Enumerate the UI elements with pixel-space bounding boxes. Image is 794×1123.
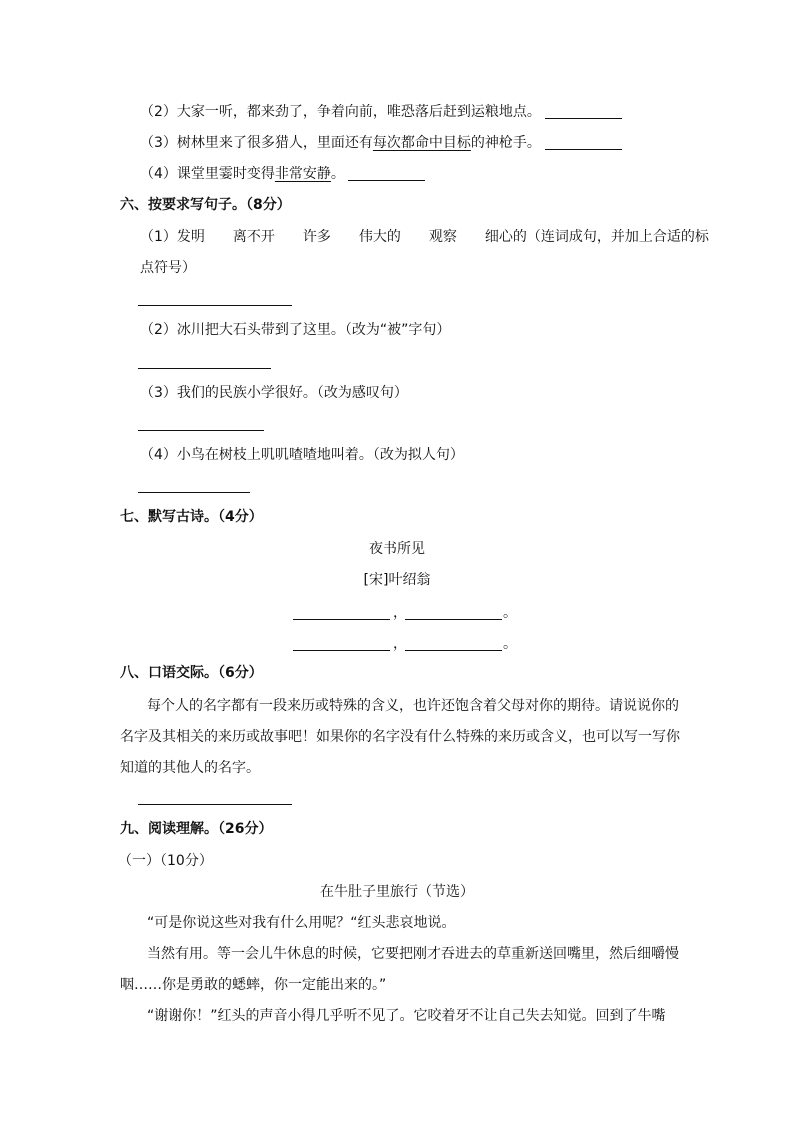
poem-blank[interactable] bbox=[293, 619, 390, 620]
sec6-item3: （3）我们的民族小学很好。（改为感叹句） bbox=[140, 385, 408, 401]
sec6-item1-line1: （1）发明 离不开 许多 伟大的 观察 细心的（连词成句，并加上合适的标 bbox=[140, 229, 709, 245]
passage-p1: “可是你说这些对我有什么用呢？“红头悲哀地说。 bbox=[147, 915, 456, 931]
sec6-item2: （2）冰川把大石头带到了这里。（改为“被”字句） bbox=[140, 322, 451, 338]
answer-blank[interactable] bbox=[138, 430, 264, 431]
sec5-item2: （2）大家一听，都来劲了，争着向前，唯恐落后赶到运粮地点。 bbox=[140, 104, 541, 120]
passage-title: 在牛肚子里旅行（节选） bbox=[320, 884, 474, 900]
answer-blank[interactable] bbox=[138, 305, 292, 306]
section-6-title: 六、按要求写句子。（8分） bbox=[120, 197, 291, 213]
section-7-title: 七、默写古诗。（4分） bbox=[120, 509, 263, 525]
poem-blank[interactable] bbox=[405, 650, 502, 651]
period-mark: 。 bbox=[503, 636, 517, 652]
answer-blank[interactable] bbox=[138, 804, 292, 805]
sec5-item4-suffix: 。 bbox=[330, 166, 345, 182]
poem-title: 夜书所见 bbox=[369, 541, 425, 557]
poem-author: [宋]叶绍翁 bbox=[363, 572, 431, 588]
passage-p2-line1: 当然有用。等一会儿牛休息的时候，它要把刚才吞进去的草重新送回嘴里，然后细嚼慢 bbox=[147, 946, 679, 962]
sec5-item4-prefix: （4）课堂里霎时变得 bbox=[140, 166, 275, 182]
sec9-subsection: （一）（10分） bbox=[118, 853, 213, 869]
comma-mark: ， bbox=[393, 636, 407, 652]
section-8-title: 八、口语交际。（6分） bbox=[120, 665, 263, 681]
poem-blank[interactable] bbox=[405, 619, 502, 620]
sec8-para-line1: 每个人的名字都有一段来历或特殊的含义，也许还饱含着父母对你的期待。请说说你的 bbox=[147, 698, 679, 714]
answer-blank[interactable] bbox=[545, 149, 622, 150]
answer-blank[interactable] bbox=[138, 368, 271, 369]
passage-p2-line2: 咽……你是勇敢的蟋蟀，你一定能出来的。” bbox=[120, 977, 387, 993]
passage-p3-line1: “谢谢你！”红头的声音小得几乎听不见了。它咬着牙不让自己失去知觉。回到了牛嘴 bbox=[147, 1008, 666, 1024]
answer-blank[interactable] bbox=[348, 180, 425, 181]
period-mark: 。 bbox=[503, 605, 517, 621]
sec5-item3-suffix: 的神枪手。 bbox=[470, 135, 541, 151]
sec5-item3 bbox=[140, 133, 541, 153]
underlined-phrase: 每次都命中目标 bbox=[372, 135, 471, 151]
answer-blank[interactable] bbox=[545, 118, 622, 119]
sec5-item3-prefix: （3）树林里来了很多猎人，里面还有 bbox=[140, 135, 373, 151]
sec6-item1-line2: 点符号） bbox=[140, 260, 196, 276]
sec5-item4 bbox=[140, 164, 345, 184]
comma-mark: ， bbox=[393, 605, 407, 621]
underlined-phrase: 非常安静 bbox=[274, 166, 331, 182]
sec8-para-line3: 知道的其他人的名字。 bbox=[120, 760, 260, 776]
answer-blank[interactable] bbox=[138, 492, 250, 493]
poem-blank[interactable] bbox=[293, 650, 390, 651]
sec8-para-line2: 名字及其相关的来历或故事吧！如果你的名字没有什么特殊的来历或含义，也可以写一写你 bbox=[120, 729, 680, 745]
section-9-title: 九、阅读理解。（26分） bbox=[120, 821, 273, 837]
sec6-item4: （4）小鸟在树枝上叽叽喳喳地叫着。（改为拟人句） bbox=[140, 447, 464, 463]
